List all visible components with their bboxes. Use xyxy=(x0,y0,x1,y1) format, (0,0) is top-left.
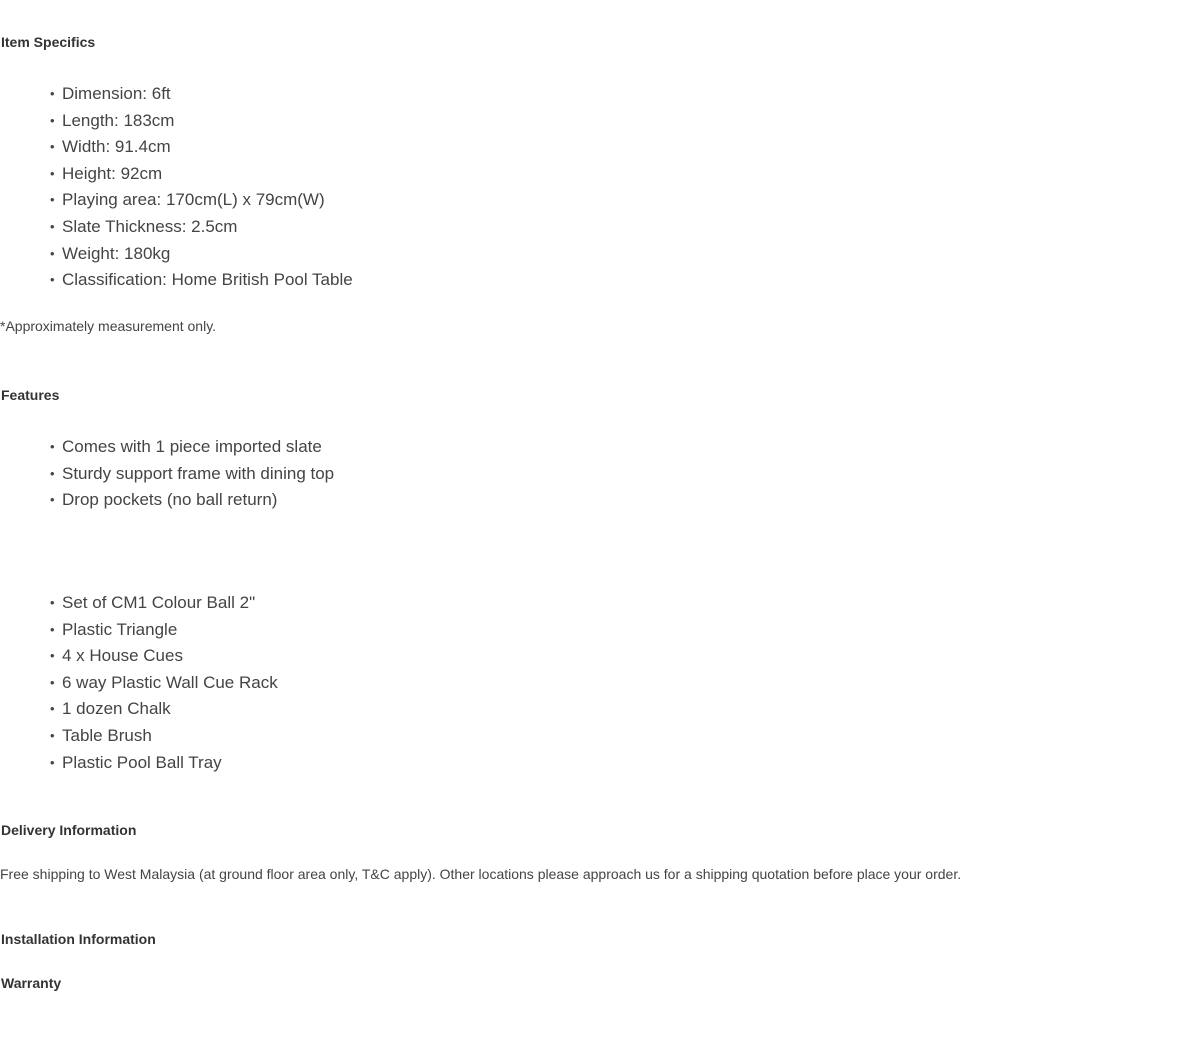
measurement-note: *Approximately measurement only. xyxy=(0,318,217,334)
bullet-icon: • xyxy=(50,86,55,101)
bullet-icon: • xyxy=(50,465,55,481)
delivery-text: Free shipping to West Malaysia (at ground floor area only, T&C apply). Other locations please approach us for a shipping quotation before place your order. xyxy=(0,866,962,882)
bullet-icon: • xyxy=(50,272,55,288)
features-list xyxy=(50,434,334,514)
warranty-heading: Warranty xyxy=(1,975,62,991)
list-item: • Slate Thickness: 2.5cm xyxy=(50,214,353,241)
delivery-heading: Delivery Information xyxy=(1,822,137,838)
list-item: • Plastic Pool Ball Tray xyxy=(50,750,278,777)
list-item: • Length: 183cm xyxy=(50,108,353,135)
list-item: • Dimension: 6ft xyxy=(50,81,353,108)
bullet-icon: • xyxy=(50,727,55,743)
list-item: • Drop pockets (no ball return) xyxy=(50,487,334,514)
item-specifics-heading: Item Specifics xyxy=(1,34,96,50)
bullet-icon: • xyxy=(50,218,55,234)
list-item: • Width: 91.4cm xyxy=(50,134,353,161)
bullet-icon: • xyxy=(50,112,55,128)
bullet-icon: • xyxy=(50,245,55,261)
list-item: • 4 x House Cues xyxy=(50,643,278,670)
list-item: • Height: 92cm xyxy=(50,161,353,188)
features-heading: Features xyxy=(1,387,60,403)
bullet-icon: • xyxy=(50,492,55,508)
bullet-icon: • xyxy=(50,754,55,770)
list-item: • Table Brush xyxy=(50,723,278,750)
list-item: • Classification: Home British Pool Table xyxy=(50,267,353,294)
bullet-icon: • xyxy=(50,595,55,610)
list-item: • Comes with 1 piece imported slate xyxy=(50,434,334,461)
list-item: • Weight: 180kg xyxy=(50,241,353,268)
bullet-icon: • xyxy=(50,139,55,155)
bullet-icon: • xyxy=(50,165,55,181)
list-item: • 1 dozen Chalk xyxy=(50,696,278,723)
bullet-icon: • xyxy=(50,621,55,637)
item-specifics-list xyxy=(50,81,353,294)
accessories-list xyxy=(50,590,278,776)
list-item: • Sturdy support frame with dining top xyxy=(50,461,334,488)
bullet-icon: • xyxy=(50,701,55,717)
list-item: • Plastic Triangle xyxy=(50,617,278,644)
bullet-icon: • xyxy=(50,648,55,664)
installation-heading: Installation Information xyxy=(1,931,156,947)
bullet-icon: • xyxy=(50,674,55,690)
bullet-icon: • xyxy=(50,439,55,454)
bullet-icon: • xyxy=(50,192,55,208)
list-item: • Playing area: 170cm(L) x 79cm(W) xyxy=(50,187,353,214)
list-item: • Set of CM1 Colour Ball 2" xyxy=(50,590,278,617)
list-item: • 6 way Plastic Wall Cue Rack xyxy=(50,670,278,697)
